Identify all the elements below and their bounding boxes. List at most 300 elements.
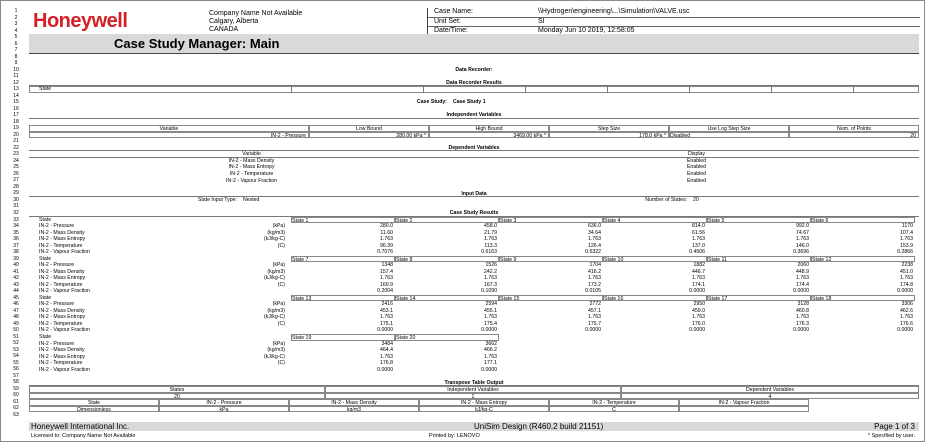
result-value: 0.0000 [897,327,913,334]
transpose-unit [679,406,809,413]
result-value: 176.8 [380,360,393,367]
state-header: State 19 [291,334,395,341]
dependent-variable: IN-2 - Vapour Fraction [226,177,277,184]
row-number: 45 [13,294,19,301]
input-data-title-label: Input Data [29,191,919,198]
variable-name: IN-2 - Vapour Fraction [39,366,90,373]
result-value: 462.6 [900,307,913,314]
result-value: 177.1 [484,360,497,367]
variable-unit: (kJ/kg-C) [263,314,285,321]
row-number: 62 [13,405,19,412]
independent-data-row [29,132,919,139]
honeywell-logo: Honeywell [33,10,128,32]
independent-header: Variable [29,125,309,132]
transpose-summary-value: 4 [621,393,919,400]
result-value: 0.0000 [793,327,809,334]
state-header: State 16 [603,295,707,302]
row-number: 28 [13,183,19,190]
result-value: 175.4 [484,320,497,327]
result-value: 1.763 [588,275,601,282]
result-value: 453.1 [380,307,393,314]
row-number: 54 [13,353,19,360]
variable-unit: (kg/m3) [267,268,285,275]
result-value: 455.1 [484,307,497,314]
result-value: 1882 [693,262,705,269]
result-value: 242.2 [484,268,497,275]
result-value: 34.64 [588,229,601,236]
specified-note: * Specified by user. [867,433,915,439]
row-number: 38 [13,249,19,256]
state-header: State 14 [395,295,499,302]
result-value: 1.763 [692,236,705,243]
company-city: Calgary, Alberta [209,18,259,25]
result-value: 176.0 [692,320,705,327]
dependent-variable: IN-2 - Temperature [229,171,274,177]
row-number: 34 [13,223,19,230]
state-header: State 12 [811,256,915,263]
row-number: 49 [13,320,19,327]
state-header: State 13 [291,295,395,302]
row-number: 33 [13,216,19,223]
result-value: 61.56 [692,229,705,236]
row-number: 40 [13,262,19,269]
variable-unit [199,367,287,374]
variable-name: IN-2 - Mass Density [39,347,85,354]
result-value: 175.1 [380,320,393,327]
result-value: 1.763 [692,314,705,321]
row-number: 60 [13,392,19,399]
grid-divider [423,86,424,93]
results-row [29,262,919,269]
results-state-label: State [39,334,52,340]
variable-name: IN-2 - Temperature [39,242,83,249]
transpose-unit: kg/m3 [289,406,419,413]
result-value: 448.9 [796,268,809,275]
result-value: 107.4 [900,229,913,236]
result-value: 0.0000 [897,288,913,295]
row-number: 14 [13,92,19,99]
result-value: 21.79 [484,229,497,236]
result-value: 1.763 [380,236,393,243]
results-row [29,308,919,315]
row-number: 27 [13,177,19,184]
result-value: 1526 [485,262,497,269]
row-number: 58 [13,379,19,386]
result-value: 1.763 [900,275,913,282]
dependent-display: Enabled [686,164,707,171]
result-value: 153.9 [900,242,913,249]
result-value: 1.763 [900,236,913,243]
result-value: 636.0 [588,223,601,230]
row-number: 13 [13,86,19,93]
transpose-summary-header: States [29,386,325,393]
result-value: 0.0000 [481,327,497,334]
result-value: 137.0 [692,242,705,249]
row-number: 26 [13,170,19,177]
state-header: State 1 [291,217,395,224]
variable-name: IN-2 - Pressure [39,340,75,347]
transpose-column-header: IN-2 - Pressure [159,399,289,406]
result-value: 1170 [901,223,913,230]
result-value: 1.763 [484,236,497,243]
dependent-variable: IN-2 - Mass Density [228,157,275,164]
result-value: 1.763 [588,236,601,243]
result-value: 280.0 [380,223,393,230]
row-number: 39 [13,255,19,262]
transpose-summary-value: 20 [29,393,325,400]
row-number: 59 [13,385,19,392]
footer-page: Page 1 of 3 [874,422,915,431]
variable-name: IN-2 - Temperature [39,281,83,288]
variable-unit: (kPa) [272,262,285,269]
transpose-summary-header: Dependent Variables [621,386,919,393]
result-value: 0.4506 [689,249,705,256]
result-value: 446.7 [692,268,705,275]
row-number: 37 [13,242,19,249]
result-value: 1.763 [796,275,809,282]
row-number: 10 [13,66,19,73]
result-value: 0.2004 [377,288,393,295]
variable-name: IN-2 - Mass Entropy [39,236,86,243]
row-number: 36 [13,236,19,243]
independent-cell: 178.0 kPa * [549,132,669,139]
result-value: 460.8 [796,307,809,314]
result-value: 3128 [797,301,809,308]
company-name: Company Name Not Available [209,10,303,17]
row-number: 20 [13,131,19,138]
result-value: 2060 [797,262,809,269]
row-number: 53 [13,346,19,353]
variable-name: IN-2 - Mass Entropy [39,353,86,360]
result-value: 126.4 [588,242,601,249]
result-value: 96.39 [380,242,393,249]
row-number: 9 [14,60,18,67]
state-header: State 2 [395,217,499,224]
row-number: 47 [13,307,19,314]
company-country: CANADA [209,26,239,33]
result-value: 174.8 [900,281,913,288]
transpose-column-header: IN-2 - Temperature [549,399,679,406]
state-header: State 10 [603,256,707,263]
transpose-table-title-label: Transpose Table Output [29,380,919,387]
result-value: 2594 [485,301,497,308]
grid-divider [525,86,526,93]
state-input-type-label: State Input Type: [197,197,237,204]
result-value: 0.5322 [585,249,601,256]
row-number: 51 [13,333,19,340]
result-value: 1.763 [692,275,705,282]
row-number: 52 [13,340,19,347]
input-data-row [29,197,919,204]
transpose-table-title [29,380,919,387]
num-states-label: Number of States: [645,197,687,204]
data-recorder-state-label: State [39,86,52,93]
row-number: 24 [13,157,19,164]
report-footer [29,422,919,431]
results-row [29,282,919,289]
case-study-results-title-label: Case Study Results [29,210,919,217]
meta-row-case-name: Case Name: \\Hydrogen\engineering\...\Simulation\VALVE.usc [428,8,920,18]
input-data-title [29,191,919,198]
result-value: 0.0000 [377,327,393,334]
results-state-label: State [39,255,52,262]
result-value: 0.0105 [585,288,601,295]
dependent-display: Enabled [686,157,707,164]
result-value: 174.4 [796,281,809,288]
result-value: 457.1 [588,307,601,314]
result-value: 0.0000 [377,366,393,373]
row-number: 42 [13,275,19,282]
license-text: Licensed to: Company Name Not Available [31,433,136,439]
case-study-name: Case Study 1 [453,99,486,106]
result-value: 459.0 [692,307,705,314]
variable-unit: (kPa) [272,223,285,230]
result-value: 74.67 [796,229,809,236]
row-number: 23 [13,151,19,158]
variable-unit: (kg/m3) [267,307,285,314]
independent-header: Use Log Step Size [669,125,789,132]
results-state-label: State [39,216,52,223]
result-value: 0.6163 [481,249,497,256]
result-value: 464.4 [380,347,393,354]
company-info [209,10,302,34]
row-number: 5 [14,34,18,41]
dependent-display: Enabled [686,177,707,184]
result-value: 2950 [693,301,705,308]
meta-row-unit-set: Unit Set: SI [428,18,920,28]
result-value: 2772 [589,301,601,308]
result-value: 0.0000 [585,327,601,334]
row-number: 18 [13,118,19,125]
result-value: 1.763 [588,314,601,321]
report-subfooter [29,432,919,440]
variable-unit: (kJ/kg-C) [263,275,285,282]
result-value: 167.3 [484,281,497,288]
transpose-column-header: IN-2 - Vapour Fraction [679,399,809,406]
state-header: State 4 [603,217,707,224]
result-value: 1.763 [796,314,809,321]
variable-name: IN-2 - Mass Density [39,307,85,314]
result-value: 0.0000 [481,366,497,373]
result-value: 0.3696 [793,249,809,256]
variable-unit: (kPa) [272,301,285,308]
dependent-row [29,178,919,185]
row-number: 29 [13,190,19,197]
result-value: 1348 [381,262,393,269]
result-value: 176.3 [796,320,809,327]
state-header: State 3 [499,217,603,224]
row-number: 25 [13,164,19,171]
row-number: 46 [13,301,19,308]
variable-unit: (C) [277,281,285,288]
variable-name: IN-2 - Pressure [39,301,75,308]
independent-cell: 20 [789,132,919,139]
printed-by: Printed by: LENOVO [429,433,480,439]
result-value: 2238 [901,262,913,269]
independent-cell: 3469.00 kPa * [429,132,549,139]
result-value: 146.0 [796,242,809,249]
row-number: 55 [13,359,19,366]
result-value: 3484 [381,340,393,347]
state-header: State 6 [811,217,915,224]
row-number: 4 [14,27,18,34]
independent-variables-title [29,112,919,119]
result-value: 451.0 [900,268,913,275]
results-row [29,327,919,334]
result-value: 157.4 [380,268,393,275]
result-value: 176.6 [900,320,913,327]
dependent-variables-title [29,145,919,152]
state-header: State 11 [707,256,811,263]
row-number: 3 [14,21,18,28]
independent-cell: IN-2 - Pressure [29,132,309,139]
transpose-units-label: Dimensionless [29,406,159,413]
state-header: State 5 [707,217,811,224]
result-value: 0.0000 [793,288,809,295]
row-number: 21 [13,138,19,145]
result-value: 814.0 [692,223,705,230]
data-recorder-row [29,67,919,74]
row-number: 15 [13,99,19,106]
independent-header: Step Size [549,125,669,132]
row-number: 7 [14,47,18,54]
case-study-row [29,99,919,106]
dependent-header: Variable [29,151,474,158]
grid-divider [607,86,608,93]
result-value: 1.763 [484,353,497,360]
result-value: 416.2 [588,268,601,275]
footer-software: UniSim Design (R460.2 build 21151) [474,422,604,431]
row-number: 8 [14,53,18,60]
independent-cell: Disabled [669,132,789,139]
transpose-column-header: IN-2 - Mass Entropy [419,399,549,406]
page-title: Case Study Manager: Main [29,34,919,54]
row-number: 19 [13,125,19,132]
state-header: State 17 [707,295,811,302]
row-number: 11 [13,73,19,80]
result-value: 458.0 [484,223,497,230]
results-row [29,236,919,243]
row-number: 57 [13,372,19,379]
data-recorder-box [29,86,919,93]
transpose-units-row [29,406,919,413]
results-row [29,354,919,361]
variable-name: IN-2 - Mass Density [39,268,85,275]
variable-unit: (C) [277,360,285,367]
grid-divider [291,86,292,93]
row-number: 43 [13,281,19,288]
variable-unit: (kg/m3) [267,229,285,236]
variable-name: IN-2 - Vapour Fraction [39,249,90,256]
result-value: 175.7 [588,320,601,327]
independent-variables-title-label: Independent Variables [29,112,919,119]
result-value: 160.9 [380,281,393,288]
case-study-label: Case Study: [417,99,447,106]
row-number: 48 [13,314,19,321]
row-number: 41 [13,268,19,275]
transpose-column-header-row [29,399,919,406]
row-number: 16 [13,105,19,112]
data-recorder-label: Data Recorder: [455,66,493,73]
result-value: 2416 [381,301,393,308]
result-value: 1.763 [900,314,913,321]
row-number: 61 [13,398,19,405]
result-value: 466.2 [484,347,497,354]
result-value: 0.2866 [897,249,913,256]
result-value: 1.763 [380,275,393,282]
data-recorder-state-row [29,86,919,93]
variable-name: IN-2 - Pressure [39,262,75,269]
result-value: 1.763 [380,314,393,321]
variable-unit: (kg/m3) [267,347,285,354]
results-state-header-row [29,217,919,224]
transpose-column-header: State [29,399,159,406]
results-row [29,367,919,374]
result-value: 1.763 [380,353,393,360]
report-header [29,8,919,35]
variable-name: IN-2 - Mass Entropy [39,314,86,321]
result-value: 113.3 [484,242,497,249]
meta-row-date-time: Date/Time: Monday Jun 10 2019, 12:58:05 [434,27,635,35]
transpose-summary-value: 1 [325,393,621,400]
row-number: 44 [13,288,19,295]
state-header: State 9 [499,256,603,263]
transpose-unit: kJ/kg-C [419,406,549,413]
variable-name: IN-2 - Pressure [39,223,75,230]
state-header: State 20 [395,334,499,341]
result-value: 992.0 [796,223,809,230]
grid-divider [853,86,854,93]
independent-cell: 280.00 kPa * [309,132,429,139]
row-number: 1 [14,8,18,14]
result-value: 0.7076 [377,249,393,256]
state-header: State 7 [291,256,395,263]
variable-unit [199,327,287,334]
variable-name: IN-2 - Mass Density [39,229,85,236]
variable-unit: (C) [277,320,285,327]
result-value: 1.763 [796,236,809,243]
grid-divider [771,86,772,93]
transpose-summary-header: Independent Variables [325,386,621,393]
row-number-gutter [5,8,27,418]
independent-header: Low Bound [309,125,429,132]
state-header: State 8 [395,256,499,263]
row-number: 35 [13,229,19,236]
footer-company: Honeywell International Inc. [31,422,130,431]
dependent-variables-title-label: Dependent Variables [29,145,919,152]
result-value: 174.1 [692,281,705,288]
results-state-label: State [39,294,52,301]
result-value: 0.0000 [689,288,705,295]
variable-unit: (kJ/kg-C) [263,353,285,360]
independent-header: Num. of Points [789,125,919,132]
row-number: 6 [14,40,18,47]
row-number: 63 [13,411,19,418]
dependent-variable: IN-2 - Mass Entropy [228,164,275,171]
variable-unit: (kJ/kg-C) [263,236,285,243]
variable-name: IN-2 - Temperature [39,360,83,367]
row-number: 32 [13,209,19,216]
result-value: 1704 [589,262,601,269]
row-number: 31 [13,203,19,210]
row-number: 22 [13,144,19,151]
data-recorder-results-title-label: Data Recorder Results [29,80,919,87]
variable-name: IN-2 - Temperature [39,320,83,327]
variable-name: IN-2 - Vapour Fraction [39,288,90,295]
row-number: 30 [13,196,19,203]
result-value: 11.60 [380,229,393,236]
result-value: 3662 [485,340,497,347]
